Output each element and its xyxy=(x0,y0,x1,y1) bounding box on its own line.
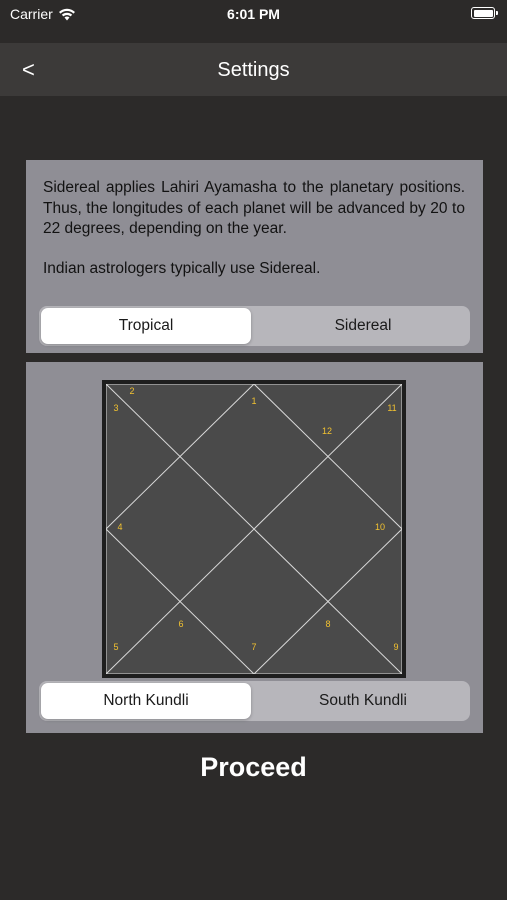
house-number-5: 5 xyxy=(113,642,119,652)
sidereal-option[interactable]: Sidereal xyxy=(334,317,392,334)
house-number-12: 12 xyxy=(321,426,333,436)
back-button[interactable]: < xyxy=(22,57,35,82)
zodiac-description: Sidereal applies Lahiri Ayamasha to the planetary positions. Thus, the longitudes of each planet will be advanced by 20 to 22 degrees, depending on the year. xyxy=(43,179,465,237)
house-number-4: 4 xyxy=(117,522,123,532)
house-number-6: 6 xyxy=(178,619,184,629)
kundli-chart-preview xyxy=(102,380,406,678)
zodiac-segmented-control xyxy=(39,306,470,346)
navigation-bar xyxy=(0,43,507,96)
tropical-option[interactable]: Tropical xyxy=(41,308,251,344)
proceed-button[interactable]: Proceed xyxy=(200,752,307,782)
house-number-9: 9 xyxy=(393,642,399,652)
status-bar xyxy=(0,0,507,28)
status-time: 6:01 PM xyxy=(227,6,280,22)
zodiac-settings-panel xyxy=(26,160,483,353)
zodiac-note: Indian astrologers typically use Sidereal. xyxy=(43,260,321,277)
south-kundli-option[interactable]: South Kundli xyxy=(319,692,407,709)
chart-style-segmented-control xyxy=(39,681,470,721)
house-number-3: 3 xyxy=(113,403,119,413)
house-number-7: 7 xyxy=(251,642,257,652)
house-number-10: 10 xyxy=(374,522,386,532)
house-number-1: 1 xyxy=(251,396,257,406)
carrier-label: Carrier xyxy=(10,6,53,22)
house-number-2: 2 xyxy=(129,386,135,396)
north-kundli-option[interactable]: North Kundli xyxy=(41,683,251,719)
house-number-11: 11 xyxy=(387,403,397,413)
battery-icon xyxy=(471,7,495,19)
page-title: Settings xyxy=(217,59,290,81)
north-kundli-diagram xyxy=(106,384,402,674)
chart-style-panel xyxy=(26,362,483,733)
house-number-8: 8 xyxy=(325,619,331,629)
